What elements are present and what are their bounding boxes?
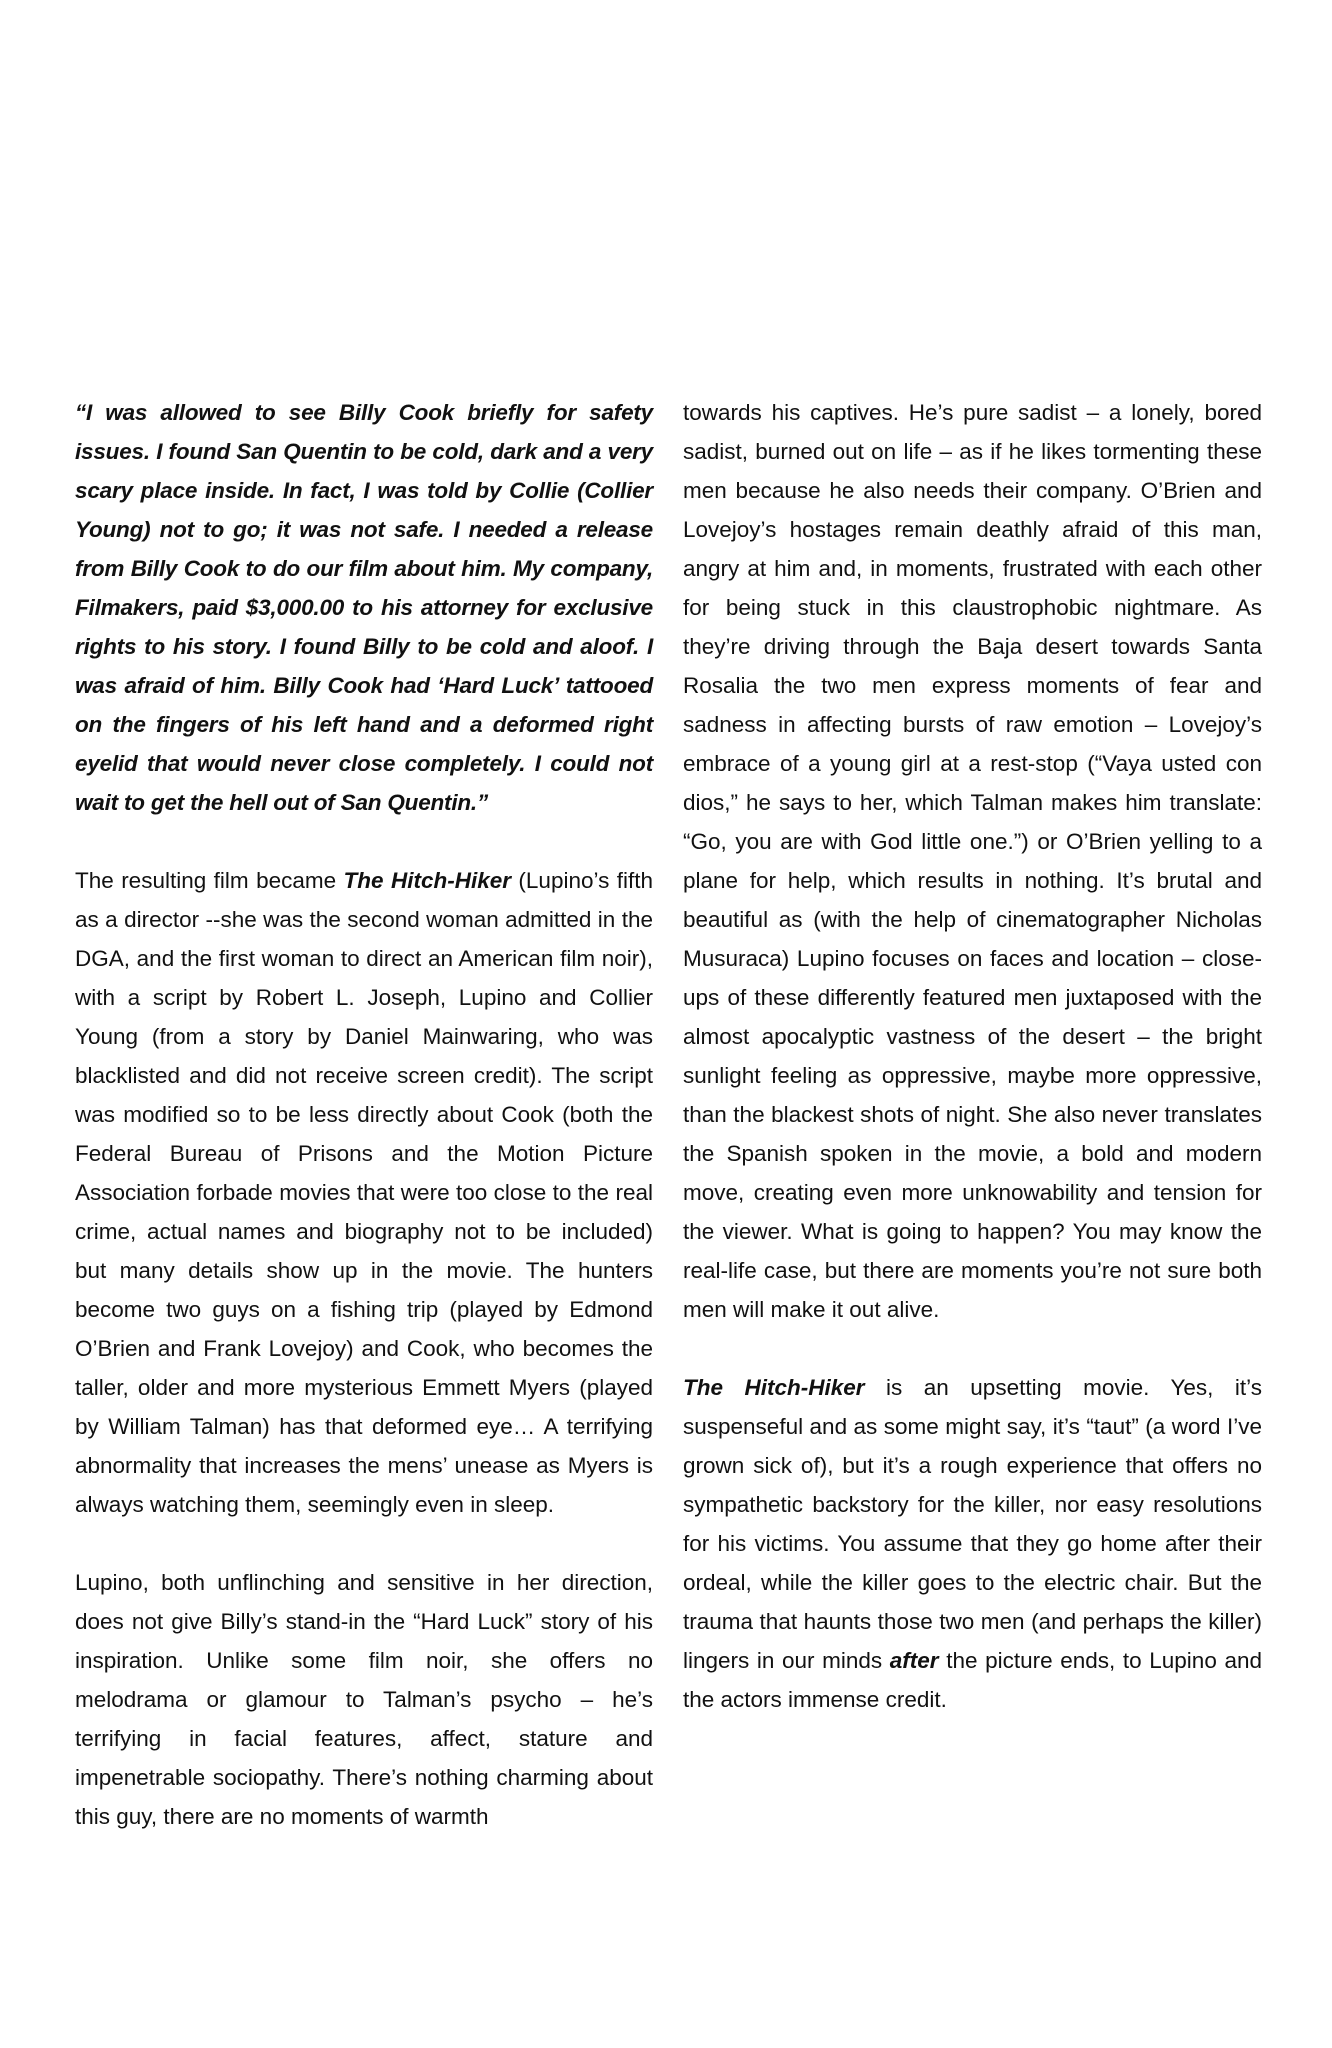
right-column (683, 393, 1262, 1758)
paragraph-lupino-direction: Lupino, both unflinching and sensitive in her direction, does not give Billy’s stand-in the “Hard Luck” story of his inspiration. Unlike some film noir, she offers no melodrama or glamour to Talman’s psycho – he’s terrifying in facial features, affect, stature and impenetrable sociopathy. There’s nothing charming about this guy, there are no moments of warmth (75, 1570, 653, 1829)
paragraph-text: the picture ends, to Lupino and the actors immense credit. (683, 1648, 1262, 1712)
paragraph-text: is an upsetting movie. Yes, it’s suspenseful and as some might say, it’s “taut” (a word I’ve grown sick of), but it’s a rough experience that offers no sympathetic backstory for the killer, nor easy resolutions for his victims. You assume that they go home after their ordeal, while the killer goes to the electric chair. But the trauma that haunts those two men (and perhaps the killer) lingers in our minds (683, 1375, 1263, 1673)
paragraph-text: The resulting film became (75, 868, 344, 893)
paragraph-resulting-film (75, 861, 653, 1524)
paragraph-captives: towards his captives. He’s pure sadist – a lonely, bored sadist, burned out on life – as if he likes tormenting these men because he also needs their company. O’Brien and Lovejoy’s hostages remain deathly afraid of this man, angry at him and, in moments, frustrated with each other for being stuck in this claustrophobic nightmare. As they’re driving through the Baja desert towards Santa Rosalia the two men express moments of fear and sadness in affecting bursts of raw emotion – Lovejoy’s embrace of a young girl at a rest-stop (“Vaya usted con dios,” he says to her, which Talman makes him translate: “Go, you are with God little one.”) or O’Brien yelling to a plane for help, which results in nothing. It’s brutal and beautiful as (with the help of cinematographer Nicholas Musuraca) Lupino focuses on faces and location – close-ups of these differently featured men juxtaposed with the almost apocalyptic vastness of the desert – the bright sunlight feeling as oppressive, maybe more oppressive, than the blackest shots of night. She also never translates the Spanish spoken in the movie, a bold and modern move, creating even more unknowability and tension for the viewer. What is going to happen? You may know the real-life case, but there are moments you’re not sure both men will make it out alive. (683, 400, 1262, 1322)
paragraph-upsetting-movie (683, 1368, 1262, 1719)
director-quote: “I was allowed to see Billy Cook briefly for safety issues. I found San Quentin to be cold, dark and a very scary place inside. In fact, I was told by Collie (Collier Young) not to go; it was not safe. I needed a release from Billy Cook to do our film about him. My company, Filmakers, paid $3,000.00 to his attorney for exclusive rights to his story. I found Billy to be cold and aloof. I was afraid of him. Billy Cook had ‘Hard Luck’ tattooed on the fingers of his left hand and a deformed right eyelid that would never close completely. I could not wait to get the hell out of San Quentin.” (75, 400, 653, 815)
film-title: The Hitch-Hiker (683, 1375, 865, 1400)
emphasis-after: after (889, 1648, 939, 1673)
film-title: The Hitch-Hiker (343, 868, 511, 893)
paragraph-text: (Lupino’s fifth as a director --she was the second woman admitted in the DGA, and the first woman to direct an American film noir), with a script by Robert L. Joseph, Lupino and Collier Young (from a story by Daniel Mainwaring, who was blacklisted and did not receive screen credit). The script was modified so to be less directly about Cook (both the Federal Bureau of Prisons and the Motion Picture Association forbade movies that were too close to the real crime, actual names and biography not to be included) but many details show up in the movie. The hunters become two guys on a fishing trip (played by Edmond O’Brien and Frank Lovejoy) and Cook, who becomes the taller, older and more mysterious Emmett Myers (played by William Talman) has that deformed eye… A terrifying abnormality that increases the mens’ unease as Myers is always watching them, seemingly even in sleep. (75, 868, 654, 1517)
left-column (75, 393, 653, 1875)
